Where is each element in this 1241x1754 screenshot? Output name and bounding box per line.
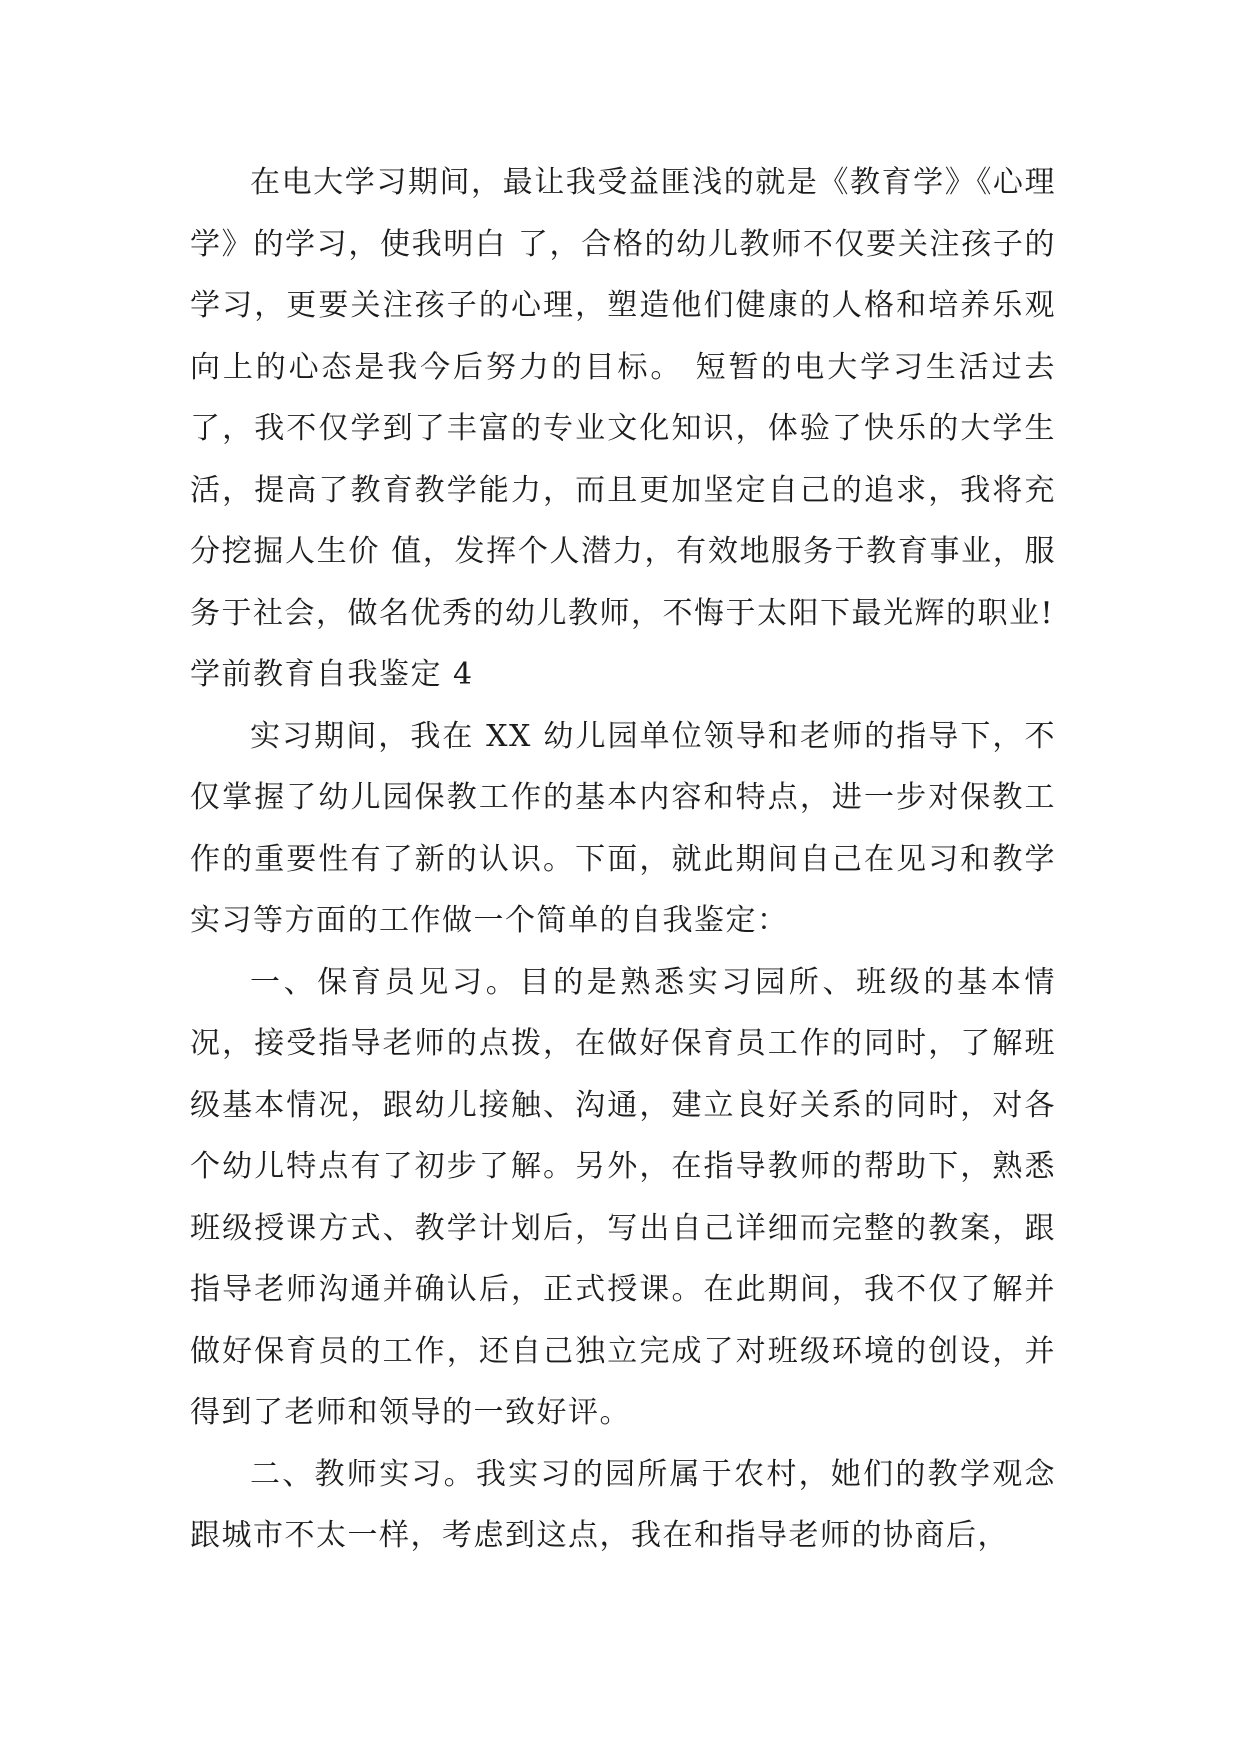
paragraph-study-reflection: 在电大学习期间，最让我受益匪浅的就是《教育学》《心理学》的学习，使我明白 了，合格的幼儿教师不仅要关注孩子的学习，更要关注孩子的心理，塑造他们健康的人格和培养乐观向上的心态是我今后努力的目标。 短暂的电大学习生活过去了，我不仅学到了丰富的专业文化知识，体验了快乐的大学生活，提高了教育教学能力，而且更加坚定自己的追求，我将充分挖掘人生价 值，发挥个人潜力，有效地服务于教育事业，服务于社会，做名优秀的幼儿教师，不悔于太阳下最光辉的职业! [190,165,1056,631]
paragraph-teacher-internship: 二、教师实习。我实习的园所属于农村，她们的教学观念跟城市不太一样，考虑到这点，我在和指导老师的协商后， [190,1456,1056,1553]
paragraph-nursery-assistant: 一、保育员见习。目的是熟悉实习园所、班级的基本情况，接受指导老师的点拨，在做好保育员工作的同时，了解班级基本情况，跟幼儿接触、沟通，建立良好关系的同时，对各个幼儿特点有了初步了解。另外，在指导教师的帮助下，熟悉班级授课方式、教学计划后，写出自己详细而完整的教案，跟指导老师沟通并确认后，正式授课。在此期间，我不仅了解并做好保育员的工作，还自己独立完成了对班级环境的创设，并得到了老师和领导的一致好评。 [190,964,1056,1430]
section-title: 学前教育自我鉴定 4 [190,657,474,692]
paragraph-internship-intro: 实习期间，我在 XX 幼儿园单位领导和老师的指导下，不仅掌握了幼儿园保教工作的基本内容和特点，进一步对保教工作的重要性有了新的认识。下面，就此期间自己在见习和教学实习等方面的工作做一个简单的自我鉴定： [190,718,1056,938]
document-body [190,152,1056,1567]
